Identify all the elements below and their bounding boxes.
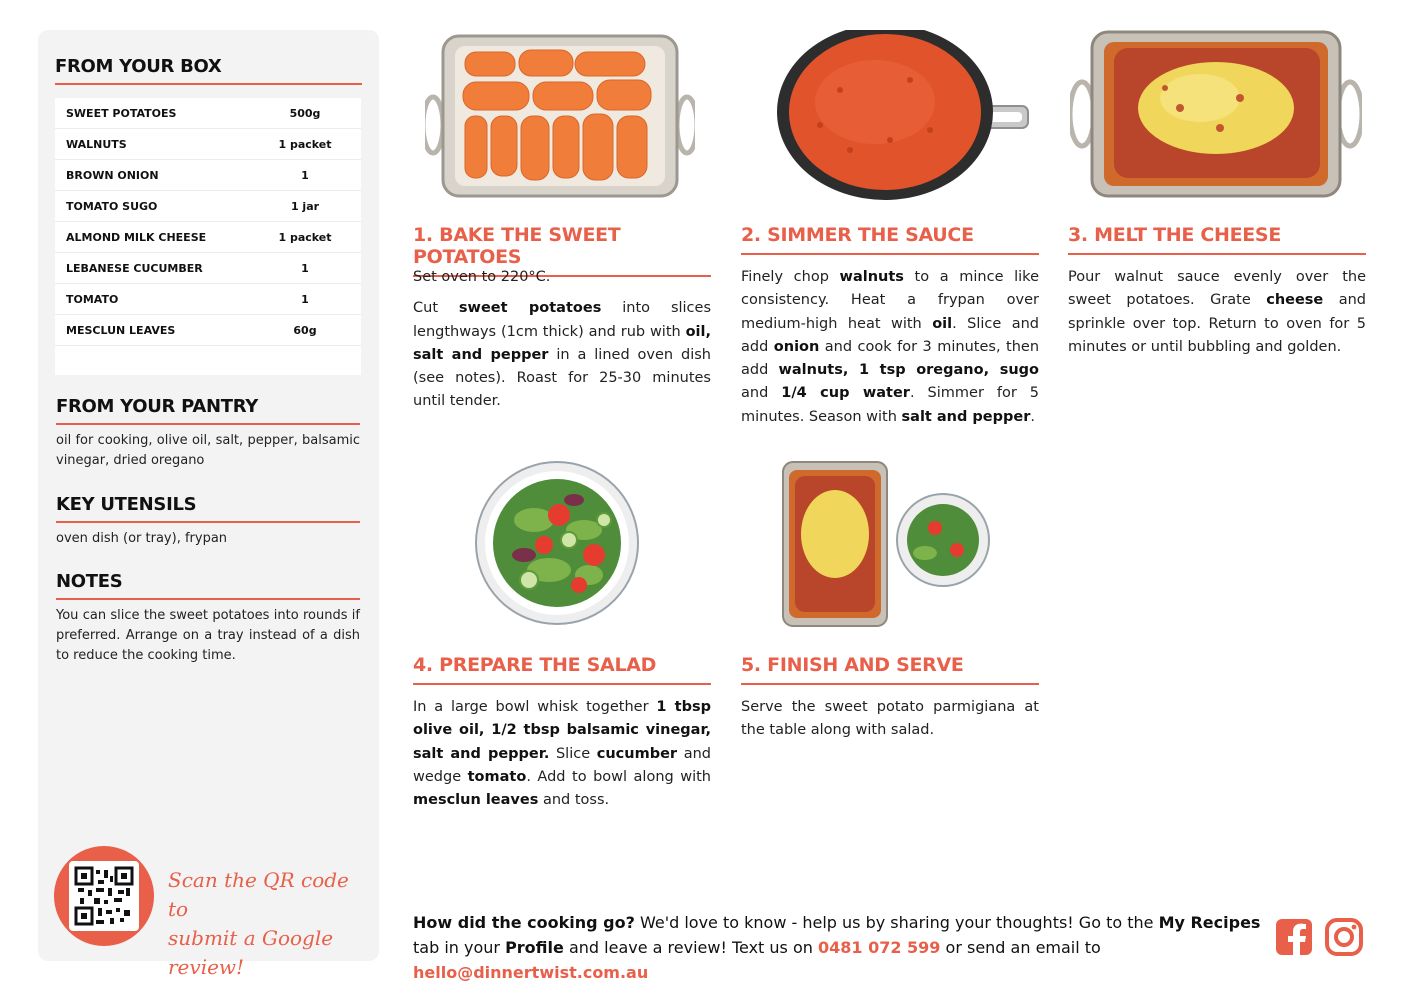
bold-ingredient: tomato bbox=[467, 768, 527, 785]
instruction-text: In a large bowl whisk together bbox=[413, 699, 657, 715]
instruction-text: and toss. bbox=[538, 792, 610, 809]
ingredient-quantity: 1 bbox=[301, 168, 309, 182]
pantry-title: FROM YOUR PANTRY bbox=[56, 396, 360, 425]
ingredient-row bbox=[55, 160, 361, 191]
instruction-text: Cut bbox=[413, 300, 459, 317]
ingredient-name: WALNUTS bbox=[66, 137, 127, 151]
bold-ingredient: salt and pepper bbox=[901, 408, 1031, 425]
step-3-paragraph-1 bbox=[1068, 266, 1366, 359]
step-4-paragraph-1 bbox=[413, 696, 711, 812]
qr-badge bbox=[54, 846, 154, 946]
step-4-text bbox=[413, 696, 711, 820]
sweet-potatoes-tray-image bbox=[425, 30, 695, 200]
instruction-text: and bbox=[741, 385, 782, 402]
ingredient-row bbox=[55, 253, 361, 284]
instruction-text: . bbox=[1030, 408, 1035, 425]
ingredient-row bbox=[55, 222, 361, 253]
ingredient-row bbox=[55, 98, 361, 129]
utensils-title: KEY UTENSILS bbox=[56, 494, 360, 523]
bold-ingredient: sweet potatoes bbox=[458, 300, 602, 317]
feedback-text-4: or send an email to bbox=[940, 938, 1101, 957]
step-2-title: 2. SIMMER THE SAUCE bbox=[741, 224, 1039, 255]
instruction-text: . Simmer for 5 minutes. Season with bbox=[741, 385, 1040, 425]
salad-bowl-image bbox=[474, 460, 640, 626]
step-2-paragraph-1 bbox=[741, 266, 1039, 429]
from-box-title: FROM YOUR BOX bbox=[55, 56, 362, 85]
ingredient-row bbox=[55, 284, 361, 315]
ingredient-name: MESCLUN LEAVES bbox=[66, 323, 176, 337]
instruction-text: to a mince like consistency. Heat a frypan over medium-high heat with bbox=[741, 269, 1039, 332]
qr-caption bbox=[168, 866, 368, 982]
baked-parmigiana-tray-image bbox=[1070, 28, 1362, 200]
sidebar bbox=[38, 30, 379, 979]
step-3-title: 3. MELT THE CHEESE bbox=[1068, 224, 1366, 255]
ingredient-quantity: 1 jar bbox=[290, 199, 320, 213]
instruction-text: and cook for 3 minutes, then add bbox=[741, 338, 1040, 379]
utensils-text: oven dish (or tray), frypan bbox=[56, 531, 228, 546]
feedback-text-1: We'd love to know - help us by sharing your thoughts! Go to the bbox=[634, 913, 1159, 932]
feedback-text-2: tab in your bbox=[413, 938, 506, 957]
ingredient-quantity: 60g bbox=[293, 323, 317, 337]
ingredient-row bbox=[55, 129, 361, 160]
step-3-text bbox=[1068, 266, 1366, 367]
ingredient-quantity: 1 packet bbox=[278, 137, 332, 151]
ingredient-name: TOMATO bbox=[66, 292, 119, 306]
my-recipes-label: My Recipes bbox=[1158, 913, 1261, 932]
qr-caption-line2: submit a Google review! bbox=[168, 926, 334, 979]
instruction-text: . Add to bowl along with bbox=[526, 768, 711, 785]
ingredients-table bbox=[55, 98, 361, 375]
step-1-paragraph-2 bbox=[413, 297, 711, 413]
bold-ingredient: cucumber bbox=[596, 745, 678, 762]
bold-ingredient: 1 tbsp olive oil, 1/2 tbsp balsamic vinegar, salt and pepper. bbox=[413, 699, 711, 762]
ingredient-name: LEBANESE CUCUMBER bbox=[66, 261, 203, 275]
notes-text: You can slice the sweet potatoes into rounds if preferred. Arrange on a tray instead of a dish to reduce the cooking time. bbox=[56, 608, 360, 663]
ingredient-row bbox=[55, 315, 361, 346]
instagram-icon[interactable] bbox=[1325, 918, 1363, 956]
step-4-title: 4. PREPARE THE SALAD bbox=[413, 654, 711, 685]
bold-ingredient: onion bbox=[773, 338, 820, 355]
bold-ingredient: oil bbox=[932, 315, 953, 332]
plated-parmigiana-and-salad-image bbox=[745, 458, 995, 630]
phone-link[interactable]: 0481 072 599 bbox=[817, 938, 941, 957]
instruction-text: Finely chop bbox=[741, 269, 840, 285]
step-1-paragraph-1: Set oven to 220°C. bbox=[413, 269, 551, 285]
step-5-title: 5. FINISH AND SERVE bbox=[741, 654, 1039, 685]
bold-ingredient: mesclun leaves bbox=[413, 792, 539, 809]
step-5-text bbox=[741, 696, 1039, 751]
step-1-text bbox=[413, 266, 711, 422]
step-5-paragraph-1: Serve the sweet potato parmigiana at the table along with salad. bbox=[741, 699, 1039, 739]
qr-code-icon[interactable] bbox=[69, 861, 139, 931]
instruction-text: Slice bbox=[549, 745, 597, 762]
bold-ingredient: oil, salt and pepper bbox=[413, 323, 711, 363]
facebook-icon[interactable] bbox=[1275, 918, 1313, 956]
bold-ingredient: 1/4 cup water bbox=[781, 385, 910, 402]
instruction-text: . Slice and add bbox=[741, 315, 1039, 355]
ingredient-name: TOMATO SUGO bbox=[66, 199, 158, 213]
notes-title: NOTES bbox=[56, 571, 360, 600]
step-2-text bbox=[741, 266, 1039, 437]
bold-ingredient: walnuts bbox=[839, 269, 904, 285]
profile-label: Profile bbox=[505, 938, 564, 957]
instruction-text: and wedge bbox=[413, 745, 711, 785]
ingredient-name: ALMOND MILK CHEESE bbox=[66, 230, 207, 244]
bold-ingredient: cheese bbox=[1266, 292, 1324, 309]
pantry-text: oil for cooking, olive oil, salt, pepper, balsamic vinegar, dried oregano bbox=[56, 433, 360, 468]
feedback-footer bbox=[413, 910, 1263, 985]
qr-caption-line1: Scan the QR code to bbox=[168, 868, 349, 921]
instruction-text: and sprinkle over top. Return to oven for 5 minutes or until bubbling and golden. bbox=[1068, 292, 1366, 355]
ingredient-quantity: 1 packet bbox=[278, 230, 332, 244]
instruction-text: Pour walnut sauce evenly over the sweet potatoes. Grate bbox=[1068, 269, 1366, 309]
ingredient-quantity: 1 bbox=[301, 292, 309, 306]
bold-ingredient: walnuts, 1 tsp oregano, sugo bbox=[778, 362, 1039, 379]
feedback-text-3: and leave a review! Text us on bbox=[563, 938, 818, 957]
ingredient-quantity: 500g bbox=[289, 106, 321, 120]
instruction-text: in a lined oven dish (see notes). Roast for 25-30 minutes until tender. bbox=[413, 346, 711, 410]
ingredient-name: BROWN ONION bbox=[66, 168, 159, 182]
step-1-title: 1. BAKE THE SWEET POTATOES bbox=[413, 224, 711, 277]
instruction-text: into slices lengthways (1cm thick) and rub with bbox=[413, 300, 711, 340]
feedback-question: How did the cooking go? bbox=[413, 913, 635, 932]
ingredient-name: SWEET POTATOES bbox=[66, 106, 177, 120]
ingredient-quantity: 1 bbox=[301, 261, 309, 275]
email-link[interactable]: hello@dinnertwist.com.au bbox=[413, 963, 649, 982]
walnut-sauce-pan-image bbox=[770, 30, 1030, 200]
ingredient-row bbox=[55, 191, 361, 222]
